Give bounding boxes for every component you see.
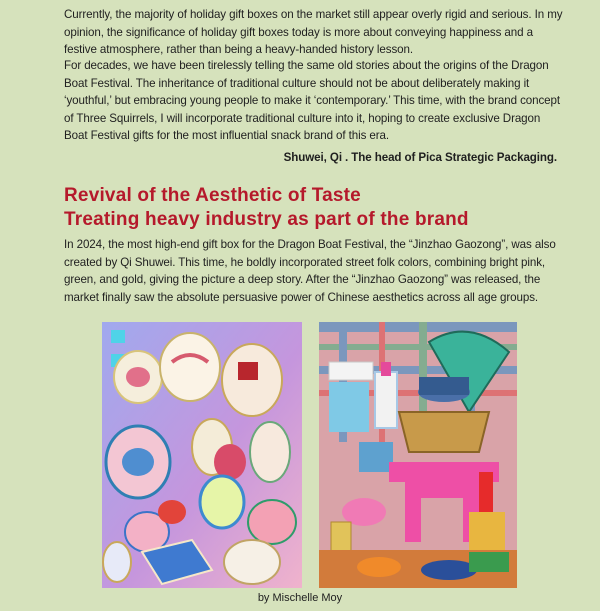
section-paragraph: In 2024, the most high-end gift box for the Dragon Boat Festival, the “Jinzhao Gaozong”, was also created by Qi Shuwei. This time, he boldly incorporated street folk colors, combining bright pink, green, and gold, giving the picture a deep story. After the “Jinzhao Gaozong” was released, the market finally saw the absolute persuasive power of Chinese aesthetics across all age groups.: [64, 238, 556, 304]
quote-signature: Shuwei, Qi . The head of Pica Strategic Packaging.: [283, 151, 557, 164]
folk-still-life-photo: [319, 322, 517, 588]
intro-paragraph-1: Currently, the majority of holiday gift boxes on the market still appear overly rigid and serious. In my opinion, the significance of holiday gift boxes today is more about conveying happiness and a festive atmosphere, rather than being a heavy-handed history lesson.: [64, 8, 563, 57]
photo-credit: by Mischelle Moy: [257, 592, 343, 604]
section-heading-line-2: Treating heavy industry as part of the brand: [64, 209, 469, 230]
intro-paragraph-2: For decades, we have been tirelessly telling the same old stories about the origins of the Dragon Boat Festival. The inheritance of traditional culture should not be about deliberately making it ‘youthful,’ but embracing young people to make it ‘contemporary.’ This time, with the brand concept of Three Squirrels, I will incorporate traditional culture into it, hoping to create exclusive Dragon Boat Festival gifts for the most influential snack brand of this era.: [64, 59, 560, 143]
section-heading: [64, 184, 469, 232]
section-heading-line-1: Revival of the Aesthetic of Taste: [64, 185, 361, 206]
porcelain-cups-photo: [102, 322, 302, 588]
